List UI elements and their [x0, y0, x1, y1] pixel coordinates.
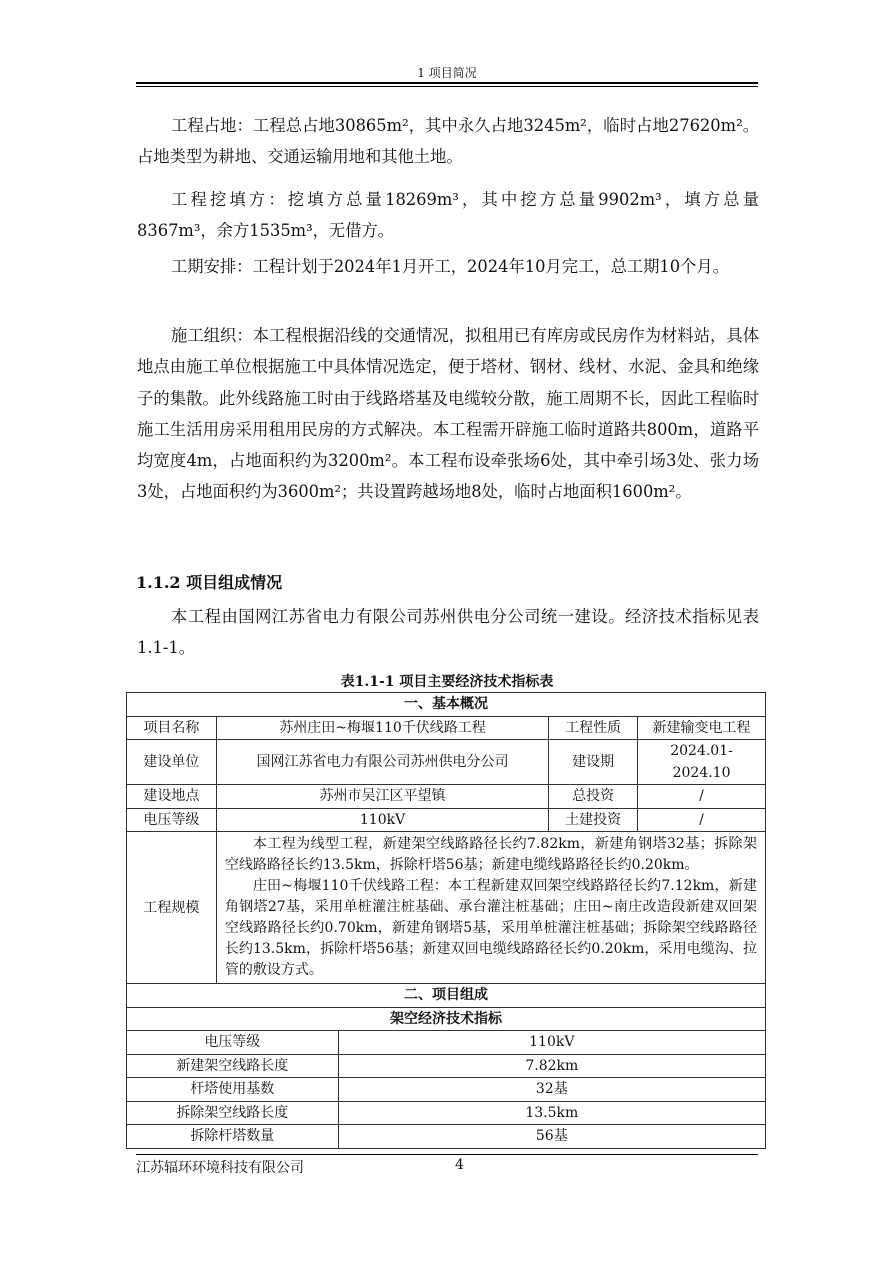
table-subsection-row [127, 1007, 766, 1031]
table-row [127, 1054, 766, 1078]
economic-indicator-table [126, 692, 766, 1149]
cell-value: 56基 [338, 1125, 765, 1149]
table-row [127, 1101, 766, 1125]
scale-paragraph-2: 庄田~梅堰110千伏线路工程：本工程新建双回架空线路路径长约7.12km，新建角钢塔27基，采用单桩灌注桩基础、承台灌注桩基础；庄田~南庄改造段新建双回架空线路路径长约0.70km，新建角钢塔5基，采用单桩灌注桩基础；拆除架空线路路径长约13.5km，拆除杆塔56基；新建双回电缆线路路径长约0.20km，采用电缆沟、拉管的敷设方式。 [224, 878, 757, 978]
cell-value: 110kV [216, 808, 548, 832]
scale-paragraph-1: 本工程为线型工程，新建架空线路路径长约7.82km，新建角钢塔32基；拆除架空线路路径长约13.5km，拆除杆塔56基；新建电缆线路路径长约0.20km。 [224, 836, 757, 873]
table-row [127, 1031, 766, 1055]
header-rule-thick [136, 82, 758, 84]
table-row [127, 1078, 766, 1102]
cell-value: / [638, 808, 766, 832]
cell-value: 苏州庄田~梅堰110千伏线路工程 [216, 716, 548, 740]
cell-value: 32基 [338, 1078, 765, 1102]
cell-scale-description [216, 832, 765, 984]
cell-label: 电压等级 [127, 808, 217, 832]
cell-value: 7.82km [338, 1054, 765, 1078]
cell-value: 新建输变电工程 [638, 716, 766, 740]
cell-value: 2024.01-2024.10 [638, 740, 766, 785]
cell-label: 项目名称 [127, 716, 217, 740]
cell-label: 土建投资 [549, 808, 638, 832]
cell-label: 工程规模 [127, 832, 217, 984]
table-row-scale [127, 832, 766, 984]
cell-value: 国网江苏省电力有限公司苏州供电分公司 [216, 740, 548, 785]
table-row [127, 716, 766, 740]
section-basic: 一、基本概况 [127, 693, 766, 717]
cell-value: 110kV [338, 1031, 765, 1055]
cell-value: 13.5km [338, 1101, 765, 1125]
section-heading: 1.1.2 项目组成情况 [136, 573, 283, 592]
cell-label: 拆除架空线路长度 [127, 1101, 339, 1125]
cell-label: 杆塔使用基数 [127, 1078, 339, 1102]
page-number: 4 [455, 1157, 464, 1173]
table-row [127, 808, 766, 832]
paragraph-land-use: 工程占地：工程总占地30865m²，其中永久占地3245m²，临时占地27620m²。占地类型为耕地、交通运输用地和其他土地。 [137, 116, 759, 167]
table-section-row [127, 693, 766, 717]
header-rule-thin [136, 86, 758, 87]
paragraph-composition: 本工程由国网江苏省电力有限公司苏州供电分公司统一建设。经济技术指标见表1.1-1。 [137, 607, 759, 658]
cell-label: 拆除杆塔数量 [127, 1125, 339, 1149]
table-section-row [127, 984, 766, 1008]
cell-label: 建设单位 [127, 740, 217, 785]
cell-value: / [638, 785, 766, 809]
cell-label: 新建架空线路长度 [127, 1054, 339, 1078]
table-row [127, 785, 766, 809]
paragraph-earthwork: 工程挖填方：挖填方总量18269m³，其中挖方总量9902m³，填方总量8367m³，余方1535m³，无借方。 [137, 190, 759, 241]
cell-label: 建设期 [549, 740, 638, 785]
subsection-overhead: 架空经济技术指标 [127, 1007, 766, 1031]
footer-rule [136, 1154, 758, 1155]
cell-value: 苏州市吴江区平望镇 [216, 785, 548, 809]
cell-label: 建设地点 [127, 785, 217, 809]
table-row [127, 1125, 766, 1149]
paragraph-schedule: 工期安排：工程计划于2024年1月开工，2024年10月完工，总工期10个月。 [171, 257, 729, 276]
table-row [127, 740, 766, 785]
page-header: 1 项目简况 [417, 66, 477, 80]
cell-label: 总投资 [549, 785, 638, 809]
paragraph-construction-org: 施工组织：本工程根据沿线的交通情况，拟租用已有库房或民房作为材料站，具体地点由施工单位根据施工中具体情况选定，便于塔材、钢材、线材、水泥、金具和绝缘子的集散。此外线路施工时由于线路塔基及电缆较分散，施工周期不长，因此工程临时施工生活用房采用租用民房的方式解决。本工程需开辟施工临时道路共800m，道路平均宽度4m，占地面积约为3200m²。本工程布设牵张场6处，其中牵引场3处、张力场3处，占地面积约为3600m²；共设置跨越场地8处，临时占地面积1600m²。 [137, 326, 759, 502]
footer-company: 江苏辐环环境科技有限公司 [136, 1160, 304, 1176]
section-composition: 二、项目组成 [127, 984, 766, 1008]
cell-label: 电压等级 [127, 1031, 339, 1055]
cell-label: 工程性质 [549, 716, 638, 740]
table-caption: 表1.1-1 项目主要经济技术指标表 [340, 674, 554, 690]
